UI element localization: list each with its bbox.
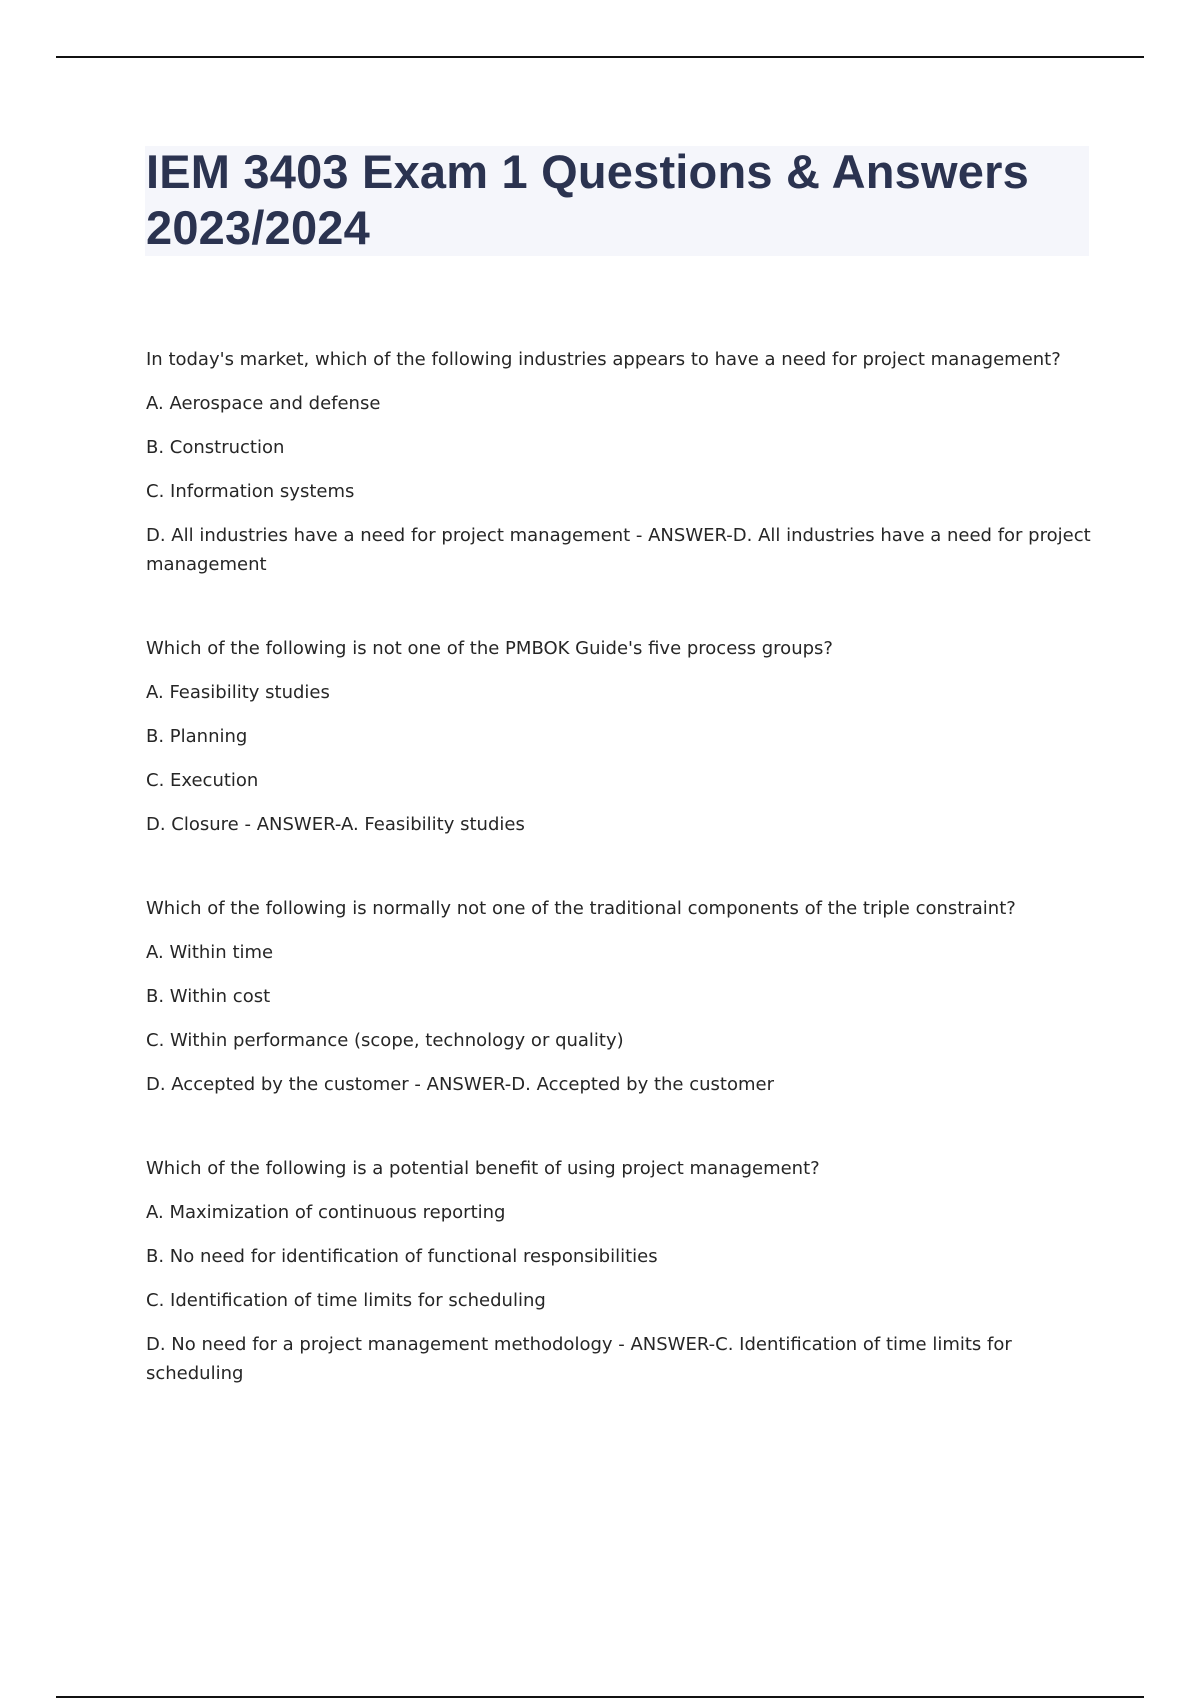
question-block-4 — [146, 1154, 1096, 1388]
answer-option-a: A. Within time — [146, 942, 274, 963]
question-block-3 — [146, 894, 1096, 1099]
question-block-1 — [146, 345, 1096, 579]
top-divider — [56, 56, 1144, 58]
answer-option-d: D. Accepted by the customer - ANSWER-D. Accepted by the customer — [146, 1074, 774, 1095]
questions-list — [146, 345, 1096, 1443]
answer-option-d: D. Closure - ANSWER-A. Feasibility studies — [146, 814, 525, 835]
answer-option-d: D. All industries have a need for project management - ANSWER-D. All industries have a need for project management — [146, 525, 1091, 575]
answer-option-b: B. Construction — [146, 437, 285, 458]
answer-option-c: C. Execution — [146, 770, 259, 791]
answer-option-a: A. Maximization of continuous reporting — [146, 1202, 506, 1223]
page-title: IEM 3403 Exam 1 Questions & Answers 2023/2024 — [146, 145, 1029, 254]
question-text: Which of the following is a potential benefit of using project management? — [146, 1158, 820, 1179]
answer-option-c: C. Information systems — [146, 481, 355, 502]
answer-option-b: B. Planning — [146, 726, 248, 747]
answer-option-d: D. No need for a project management methodology - ANSWER-C. Identification of time limits for scheduling — [146, 1334, 1012, 1384]
question-text: In today's market, which of the following industries appears to have a need for project management? — [146, 349, 1061, 370]
answer-option-a: A. Feasibility studies — [146, 682, 330, 703]
answer-option-b: B. No need for identification of functional responsibilities — [146, 1246, 658, 1267]
answer-option-c: C. Identification of time limits for scheduling — [146, 1290, 546, 1311]
question-block-2 — [146, 634, 1096, 839]
bottom-divider — [56, 1696, 1144, 1698]
answer-option-b: B. Within cost — [146, 986, 271, 1007]
question-text: Which of the following is normally not one of the traditional components of the triple constraint? — [146, 898, 1016, 919]
answer-option-c: C. Within performance (scope, technology or quality) — [146, 1030, 624, 1051]
answer-option-a: A. Aerospace and defense — [146, 393, 381, 414]
question-text: Which of the following is not one of the PMBOK Guide's five process groups? — [146, 638, 833, 659]
